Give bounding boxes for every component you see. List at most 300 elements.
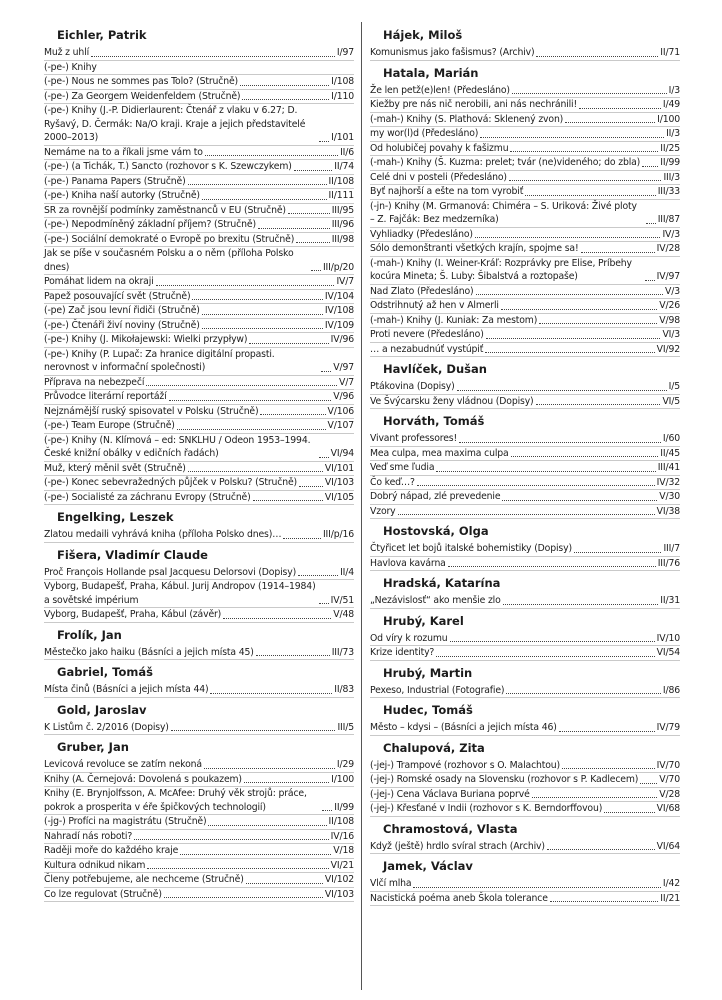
index-entry <box>44 844 354 859</box>
entry-reference: VI/21 <box>330 859 354 871</box>
entry-reference: IV/51 <box>330 594 354 606</box>
dot-leader <box>171 730 336 731</box>
index-entry <box>44 830 354 845</box>
index-entry <box>370 802 680 817</box>
entry-reference: II/99 <box>334 801 354 813</box>
index-entry <box>370 646 680 661</box>
entry-reference: III/76 <box>657 557 680 569</box>
dot-leader <box>525 195 656 196</box>
dot-leader <box>417 485 655 486</box>
index-entry <box>44 160 354 175</box>
index-entry <box>370 113 680 128</box>
entry-title: (-jg-) Profíci na magistrátu (Stručně) <box>44 816 207 827</box>
index-entry <box>370 285 680 300</box>
dot-leader <box>210 693 332 694</box>
author-name: Chramostová, Vlasta <box>383 821 518 836</box>
index-entry <box>44 75 354 90</box>
index-entry <box>44 405 354 420</box>
index-entry <box>370 314 680 329</box>
index-entry <box>44 104 354 146</box>
dot-leader <box>319 603 329 604</box>
dot-leader <box>645 280 655 281</box>
entry-reference: II/25 <box>660 142 680 154</box>
left-column <box>44 28 354 907</box>
index-entry <box>44 175 354 190</box>
author-name: Fišera, Vladimír Claude <box>57 547 208 562</box>
entry-reference: II/31 <box>660 595 680 606</box>
index-entry <box>44 528 354 543</box>
entry-title: Byť najhorší a ešte na tom vyrobiť <box>370 186 524 197</box>
author-section <box>370 362 680 409</box>
entry-reference: V/18 <box>333 845 354 856</box>
dot-leader <box>258 228 330 229</box>
entry-title: Nemáme na to a říkali jsme vám to <box>44 146 203 158</box>
index-entry <box>370 142 680 157</box>
entry-title: (-jej-) Cena Václava Buriana poprvé <box>370 788 530 800</box>
index-entry <box>370 594 680 609</box>
entry-reference: VI/54 <box>656 647 680 658</box>
column-divider <box>361 22 362 990</box>
index-entry <box>370 395 680 410</box>
entry-reference: II/108 <box>328 175 354 187</box>
author-name: Hostovská, Olga <box>383 524 489 538</box>
entry-title: (-pe) Zač jsou levní řidiči (Stručně) <box>44 305 200 316</box>
index-entry <box>44 376 354 391</box>
entry-title: (-pe-) Konec sebevražedných půjček v Polsku? (Stručně) <box>44 477 298 488</box>
author-name: Horváth, Tomáš <box>383 414 485 428</box>
entry-title: Odstrihnutý až hen v Almerli <box>370 300 499 311</box>
entry-reference: I/49 <box>662 99 680 110</box>
author-name: Hatala, Marián <box>383 65 479 80</box>
dot-leader <box>459 442 661 443</box>
dot-leader <box>532 797 658 798</box>
dot-leader <box>559 731 655 732</box>
dot-leader <box>486 338 661 339</box>
author-section <box>370 822 680 855</box>
entry-reference: I/100 <box>331 773 354 785</box>
index-entry <box>44 275 354 290</box>
index-entry <box>44 333 354 348</box>
index-entry <box>370 684 680 699</box>
entry-reference: II/4 <box>340 566 354 578</box>
index-entry <box>44 888 354 903</box>
entry-title: Papež posouvající svět (Stručně) <box>44 290 191 302</box>
index-entry <box>370 380 680 395</box>
entry-title: Že len petž(e)len! (Předesláno) <box>370 84 510 96</box>
dot-leader <box>574 552 662 553</box>
index-entry <box>44 348 354 376</box>
entry-reference: VI/64 <box>656 840 680 852</box>
dot-leader <box>164 897 323 898</box>
entry-reference: III/p/20 <box>322 261 354 273</box>
index-entry <box>370 490 680 505</box>
dot-leader <box>509 180 662 181</box>
entry-reference: III/95 <box>331 204 354 216</box>
entry-title: Čtyřicet let bojů italské bohemistiky (Dopisy) <box>370 543 572 554</box>
entry-reference: VI/101 <box>324 462 354 474</box>
dot-leader <box>204 768 335 769</box>
index-entry <box>44 608 354 623</box>
dot-leader <box>512 93 667 94</box>
dot-leader <box>485 352 654 353</box>
entry-title: „Nezávislosť“ ako menšie zlo <box>370 595 501 606</box>
entry-reference: II/3 <box>666 128 680 139</box>
index-entry <box>44 233 354 248</box>
dot-leader <box>180 854 331 855</box>
dot-leader <box>510 151 658 152</box>
entry-title: Ptákovina (Dopisy) <box>370 381 455 392</box>
dot-leader <box>550 901 659 902</box>
dot-leader <box>298 575 338 576</box>
index-entry <box>370 228 680 243</box>
dot-leader <box>450 641 655 642</box>
entry-reference: V/48 <box>333 609 354 620</box>
entry-reference: VI/68 <box>656 803 680 814</box>
entry-title: Když (ještě) hrdlo svíral strach (Archiv) <box>370 840 545 852</box>
index-entry <box>44 204 354 219</box>
dot-leader <box>436 656 654 657</box>
index-entry <box>44 683 354 698</box>
entry-reference: IV/108 <box>324 305 354 316</box>
dot-leader <box>294 170 333 171</box>
dot-leader <box>475 237 661 238</box>
dot-leader <box>321 371 331 372</box>
entry-title: (-mah-) Knihy (I. Weiner-Kráľ: Rozprávky pre Elise, Príbehy kocúra Mineta; Š. Luby: Šibalstvá a roztopaše) <box>370 257 632 282</box>
author-section <box>44 628 354 661</box>
entry-reference: I/108 <box>331 76 354 87</box>
index-entry <box>370 447 680 462</box>
entry-title: (-mah-) Knihy (Š. Kuzma: prelet; tvár (ne)videného; do zbla) <box>370 157 641 168</box>
dot-leader <box>169 400 332 401</box>
author-section <box>370 524 680 571</box>
entry-title: my wor(l)d (Předesláno) <box>370 128 479 139</box>
entry-title: (-pe-) Knihy (N. Klímová – ed: SNKLHU / Odeon 1953–1994. České knižní obálky v edičních řadách) <box>44 434 311 459</box>
author-section <box>370 859 680 906</box>
entry-title: (-jej-) Křesťané v Indii (rozhovor s K. Berndorffovou) <box>370 803 603 814</box>
dot-leader <box>506 693 660 694</box>
entry-title: Vivant professores! <box>370 433 458 444</box>
index-entry <box>44 815 354 830</box>
entry-reference: III/7 <box>663 543 680 554</box>
entry-reference: IV/79 <box>656 722 680 733</box>
dot-leader <box>565 122 655 123</box>
dot-leader <box>242 99 329 100</box>
entry-title: Dobrý nápad, zlé prevedenie <box>370 491 501 502</box>
author-section <box>370 741 680 817</box>
dot-leader <box>436 471 655 472</box>
dot-leader <box>192 299 322 300</box>
entry-reference: II/99 <box>660 157 680 168</box>
author-section <box>44 740 354 902</box>
dot-leader <box>260 414 325 415</box>
entry-title: Průvodce literární reportáží <box>44 391 167 402</box>
dot-leader <box>283 538 321 539</box>
index-entry <box>44 290 354 305</box>
author-name: Chalupová, Zita <box>383 740 485 755</box>
entry-title: (-pe-) Nous ne sommes pas Tolo? (Stručně) <box>44 76 239 87</box>
entry-reference: I/60 <box>662 433 680 444</box>
entry-reference: III/p/16 <box>322 529 354 540</box>
entry-reference: V/70 <box>659 774 680 785</box>
entry-reference: I/86 <box>662 684 680 696</box>
dot-leader <box>604 812 654 813</box>
author-name: Havlíček, Dušan <box>383 362 487 376</box>
author-section <box>370 576 680 609</box>
dot-leader <box>536 404 661 405</box>
entry-title: Nad Zlato (Předesláno) <box>370 285 474 297</box>
entry-title: (-jej-) Trampové (rozhovor s O. Malachtou) <box>370 759 561 771</box>
entry-title: (-pe-) Za Georgem Weidenfeldem (Stručně) <box>44 90 241 102</box>
entry-reference: IV/16 <box>330 830 354 842</box>
entry-reference: VI/92 <box>656 343 680 355</box>
dot-leader <box>319 141 329 142</box>
author-name: Hrubý, Martin <box>383 665 473 680</box>
dot-leader <box>240 85 329 86</box>
entry-title: (-mah-) Knihy (J. Kuniak: Za mestom) <box>370 314 538 326</box>
entry-title: Od holubičej povahy k fašizmu <box>370 142 509 154</box>
entry-title: Jak se píše v současném Polsku a o něm (příloha Polsko dnes) <box>44 248 294 273</box>
dot-leader <box>413 887 660 888</box>
entry-title: (-pe-) Team Europe (Stručně) <box>44 420 175 431</box>
entry-title: Knihy (E. Brynjolfsson, A. McAfee: Druhý věk strojů: práce, pokrok a prosperita v éře špičkových technologií) <box>44 788 307 813</box>
index-entry <box>44 319 354 334</box>
entry-title: Pomáhat lidem na okraji <box>44 276 154 287</box>
index-entry <box>370 892 680 907</box>
entry-title: (-pe-) Nepodmíněný základní příjem? (Stručně) <box>44 219 256 230</box>
dot-leader <box>296 242 329 243</box>
entry-reference: VI/38 <box>656 505 680 517</box>
dot-leader <box>502 500 657 501</box>
dot-leader <box>547 849 655 850</box>
entry-title: Knihy (A. Černejová: Dovolená s poukazem) <box>44 773 242 785</box>
index-entry <box>370 432 680 447</box>
entry-reference: III/5 <box>337 721 354 733</box>
entry-title: Vyhliadky (Předesláno) <box>370 228 473 240</box>
entry-title: Čo keď…? <box>370 476 415 488</box>
author-section <box>370 666 680 699</box>
entry-title: (-mah-) Knihy (S. Plathová: Sklenený zvon) <box>370 113 564 125</box>
author-name: Gabriel, Tomáš <box>57 665 153 679</box>
entry-title: Celé dni v posteli (Předesláno) <box>370 171 507 183</box>
dot-leader <box>476 294 664 295</box>
entry-reference: V/26 <box>659 300 680 311</box>
dot-leader <box>249 343 328 344</box>
index-entry <box>370 840 680 855</box>
entry-reference: I/110 <box>331 90 354 102</box>
index-entry <box>44 859 354 874</box>
dot-leader <box>299 486 323 487</box>
entry-reference: II/71 <box>660 47 680 58</box>
index-entry <box>44 218 354 233</box>
dot-leader <box>457 390 667 391</box>
entry-reference: IV/109 <box>324 319 354 331</box>
entry-reference: II/111 <box>328 190 354 201</box>
entry-title: Vyborg, Budapešť, Praha, Kábul (závěr) <box>44 609 222 620</box>
entry-title: Město – kdysi – (Básníci a jejich místa 46) <box>370 722 557 733</box>
index-entry <box>44 61 354 76</box>
entry-reference: III/98 <box>331 233 354 245</box>
entry-title: Vzory <box>370 505 396 517</box>
author-name: Hrubý, Karel <box>383 613 464 628</box>
author-section <box>370 414 680 519</box>
entry-reference: V/30 <box>659 491 680 502</box>
index-entry <box>44 189 354 204</box>
entry-title: Havlova kavárna <box>370 557 446 569</box>
entry-reference: III/73 <box>331 646 354 658</box>
entry-reference: VI/103 <box>324 888 354 900</box>
author-section <box>370 703 680 736</box>
index-entry <box>370 542 680 557</box>
index-entry <box>44 758 354 773</box>
entry-reference: VI/102 <box>324 874 354 885</box>
entry-title: K Listům č. 2/2016 (Dopisy) <box>44 721 169 733</box>
entry-title: Proč François Hollande psal Jacquesu Delorsovi (Dopisy) <box>44 566 297 578</box>
entry-title: Pexeso, Industrial (Fotografie) <box>370 684 505 696</box>
dot-leader <box>539 323 657 324</box>
dot-leader <box>319 457 329 458</box>
index-entry <box>370 773 680 788</box>
dot-leader <box>501 309 657 310</box>
author-name: Hradská, Katarína <box>383 576 501 590</box>
entry-title: Raději moře do každého kraje <box>44 845 179 856</box>
right-column <box>370 28 680 911</box>
entry-title: Zlatou medaili vyhrává kniha (příloha Polsko dnes)… <box>44 529 282 540</box>
dot-leader <box>253 500 323 501</box>
entry-title: Nejznámější ruský spisovatel v Polsku (Stručně) <box>44 405 259 417</box>
dot-leader <box>448 566 656 567</box>
index-entry <box>370 46 680 61</box>
entry-reference: III/87 <box>657 214 680 225</box>
entry-reference: VI/103 <box>324 477 354 488</box>
index-entry <box>44 304 354 319</box>
entry-reference: V/7 <box>339 376 354 388</box>
entry-reference: III/96 <box>331 219 354 230</box>
entry-title: (-pe-) Čtenáři živí noviny (Stručně) <box>44 319 200 331</box>
dot-leader <box>642 166 658 167</box>
entry-reference: I/42 <box>662 878 680 889</box>
index-entry <box>370 127 680 142</box>
author-name: Eichler, Patrik <box>57 28 147 42</box>
dot-leader <box>646 223 656 224</box>
index-entry <box>44 46 354 61</box>
entry-reference: IV/70 <box>656 759 680 771</box>
entry-title: Proti nevere (Předesláno) <box>370 329 484 340</box>
dot-leader <box>246 883 323 884</box>
dot-leader <box>156 285 335 286</box>
author-name: Hudec, Tomáš <box>383 703 473 717</box>
author-section <box>370 66 680 358</box>
dot-leader <box>202 328 323 329</box>
entry-reference: VI/105 <box>324 491 354 503</box>
entry-reference: IV/28 <box>656 243 680 254</box>
entry-title: (-pe-) (a Tichák, T.) Sancto (rozhovor s K. Szewczykem) <box>44 161 292 172</box>
entry-reference: V/106 <box>327 405 354 417</box>
entry-reference: II/45 <box>660 447 680 459</box>
dot-leader <box>503 604 659 605</box>
entry-title: (-pe-) Sociální demokraté o Evropě po brexitu (Stručně) <box>44 233 295 245</box>
entry-title: Sólo demonštranti všetkých krajín, spojme sa! <box>370 243 579 254</box>
dot-leader <box>146 385 337 386</box>
entry-title: Členy potřebujeme, ale nechceme (Stručně) <box>44 874 244 885</box>
dot-leader <box>244 782 329 783</box>
index-entry <box>44 721 354 736</box>
entry-reference: I/97 <box>336 47 354 58</box>
entry-reference: II/108 <box>328 816 354 827</box>
dot-leader <box>311 270 321 271</box>
entry-title: Krize identity? <box>370 647 435 658</box>
index-entry <box>370 242 680 257</box>
index-entry <box>370 632 680 647</box>
entry-title: SR za rovnější podmínky zaměstnanců v EU (Stručně) <box>44 204 286 216</box>
author-name: Jamek, Václav <box>383 859 473 873</box>
entry-reference: IV/10 <box>656 632 680 644</box>
entry-reference: IV/3 <box>662 228 680 240</box>
entry-reference: III/33 <box>657 186 680 197</box>
index-entry <box>370 343 680 358</box>
index-entry <box>44 476 354 491</box>
index-entry <box>44 873 354 888</box>
entry-reference: V/28 <box>659 788 680 800</box>
entry-title: Kiežby pre nás nič nerobili, ani nás nechránili! <box>370 99 578 110</box>
entry-title: (-jn-) Knihy (M. Grmanová: Chiméra – S. Uriková: Živé ploty – Z. Fajčák: Bez medzerníka) <box>370 200 637 225</box>
author-section <box>370 614 680 661</box>
entry-title: Kultura odnikud nikam <box>44 859 146 871</box>
entry-title: Muž z uhlí <box>44 47 90 58</box>
index-entry <box>370 156 680 171</box>
entry-title: Nahradí nás roboti? <box>44 830 133 842</box>
index-entry <box>44 646 354 661</box>
dot-leader <box>91 56 335 57</box>
index-entry <box>370 557 680 572</box>
entry-reference: I/3 <box>668 84 680 96</box>
author-section <box>370 28 680 61</box>
entry-reference: IV/32 <box>656 476 680 488</box>
index-entry <box>44 390 354 405</box>
dot-leader <box>256 655 330 656</box>
entry-reference: IV/7 <box>336 276 354 287</box>
entry-reference: II/21 <box>660 892 680 904</box>
entry-reference: I/5 <box>668 381 680 392</box>
entry-title: Ve Švýcarsku ženy vládnou (Dopisy) <box>370 395 534 407</box>
entry-reference: II/83 <box>334 684 354 695</box>
index-entry <box>370 788 680 803</box>
author-section <box>44 28 354 505</box>
entry-title: Co lze regulovat (Stručně) <box>44 888 162 900</box>
author-name: Frolík, Jan <box>57 627 122 642</box>
dot-leader <box>202 314 323 315</box>
entry-reference: V/98 <box>659 314 680 326</box>
entry-reference: V/107 <box>327 420 354 431</box>
entry-title: Vyborg, Budapešť, Praha, Kábul. Jurij Andropov (1914–1984) a sovětské impérium <box>44 581 316 606</box>
entry-reference: V/3 <box>665 285 680 297</box>
index-entry <box>370 98 680 113</box>
entry-title: Od víry k rozumu <box>370 632 448 644</box>
entry-title: Mea culpa, mea maxima culpa <box>370 447 509 459</box>
entry-title: Muž, který měnil svět (Stručně) <box>44 462 186 474</box>
index-entry <box>370 877 680 892</box>
author-name: Hájek, Miloš <box>383 28 463 42</box>
entry-reference: IV/97 <box>656 271 680 282</box>
dot-leader <box>147 868 328 869</box>
entry-reference: VI/94 <box>330 448 354 459</box>
index-entry <box>370 721 680 736</box>
entry-reference: IV/104 <box>324 290 354 302</box>
entry-title: (-pe-) Kniha naší autorky (Stručně) <box>44 190 200 201</box>
entry-title: (-pe-) Knihy (J. Mikołajewski: Wielki przypływ) <box>44 334 248 345</box>
index-entry <box>370 185 680 200</box>
dot-leader <box>581 252 655 253</box>
index-entry <box>44 787 354 815</box>
